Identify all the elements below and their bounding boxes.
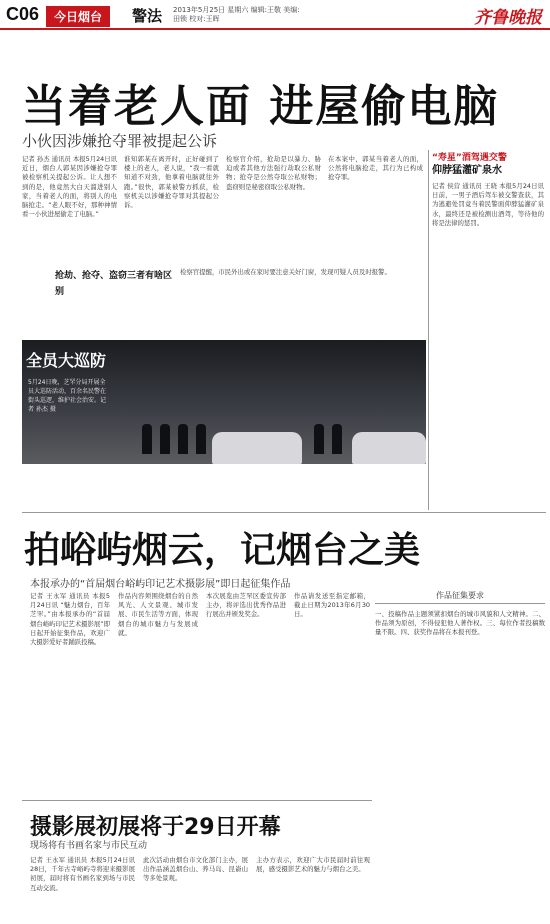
- edition-meta: 2013年5月25日 星期六 编辑:王敬 美编:田锁 校对:王晖: [173, 6, 300, 23]
- police-car-graphic: [212, 432, 302, 464]
- newspaper-logo: 齐鲁晚报: [474, 8, 542, 28]
- requirements-box-title: 作品征集要求: [375, 590, 545, 604]
- section-divider: [22, 512, 546, 513]
- officer-figure: [314, 424, 324, 454]
- photo-label: 全员大巡防: [26, 351, 107, 370]
- page-header: [0, 0, 550, 30]
- story3-subhead: 现场将有书画名家与市民互动: [30, 841, 148, 851]
- story1-subhead: 小伙因涉嫌抢夺罪被提起公诉: [22, 132, 218, 150]
- sidebar-story: [432, 152, 544, 177]
- sidebar-title-2: 仰脖猛灌矿泉水: [432, 165, 502, 176]
- story1-body-col1: 记者 孙杰 通讯员 本报5月24日讯 近日，烟台人郭某因涉嫌抢夺罪被检察机关提起公诉。让人想不到的是，他竟然大白天溜进别人家，当着老人的面，将别人的电脑抢走。“老人眼不好，那种神情看一小伙进屋偷走了电脑。”: [22, 155, 117, 219]
- patrol-photo: [22, 340, 426, 464]
- story3-body-col2: 此次活动由烟台市文化部门主办，展出作品涵盖烟台山、养马岛、昆嵛山等多处景观。: [143, 856, 248, 883]
- story2-subhead: 本报承办的“首届烟台峪屿印记艺术摄影展”即日起征集作品: [30, 579, 291, 590]
- story2-body-col1: 记者 王永军 通讯员 本报5月24日讯 “魅力烟台，百年芝罘。”由本报承办的“首届烟台峪屿印记艺术摄影展”即日起开始征集作品，欢迎广大摄影爱好者踊跃投稿。: [30, 592, 110, 647]
- story1-headline: 当着老人面 进屋偷电脑: [22, 81, 500, 132]
- police-car-graphic: [352, 432, 426, 464]
- story1-body-col3: 检察官介绍，抢劫是以暴力、胁迫或者其他方法强行劫取公私财物；抢夺是公然夺取公私财物；盗窃则是秘密窃取公私财物。: [226, 155, 321, 191]
- story2-body-col2: 作品内容须围绕烟台的自然风光、人文景观、城市发展、市民生活等方面，体现烟台的城市魅力与发展成就。: [118, 592, 198, 637]
- story2-headline: 拍峪屿烟云，记烟台之美: [24, 530, 421, 571]
- section-badge: 今日烟台: [46, 6, 110, 27]
- story3-body-col1: 记者 王永军 通讯员 本报5月24日讯 28日，千年古寺峪屿寺将迎来摄影展初展，届时将有书画名家到场与市民互动交流。: [30, 856, 135, 892]
- requirements-list: 一、投稿作品主题须紧扣烟台的城市风貌和人文精神。二、作品须为原创，不得侵犯他人著作权。三、每位作者投稿数量不限。四、获奖作品将在本报刊登。: [375, 610, 545, 637]
- story2-body-col3: 本次展览由芝罘区委宣传部主办，将评选出优秀作品进行展出并颁发奖金。: [206, 592, 286, 619]
- officer-figure: [332, 424, 342, 454]
- sidebar-body: 记者 侯营 通讯员 王晓 本报5月24日讯 日前，一男子酒后驾车被交警查获，其为逃避处罚竟当着民警面仰脖猛灌矿泉水，最终还是被检测出酒驾，等待他的将是法律的惩罚。: [432, 182, 544, 227]
- story1-kicker: 抢劫、抢夺、盗窃三者有啥区别: [55, 271, 173, 297]
- story1-body-col5: 检察官提醒，市民外出或在家时要注意关好门窗，发现可疑人员及时报警。: [180, 268, 391, 276]
- story1-body-col2: 谁知郭某在离开时，正好碰到了楼上的老人，老人说，“我一看就知道不对劲，他拿着电脑就往外跑。”很快，郭某被警方抓获，检察机关以涉嫌抢夺罪对其提起公诉。: [124, 155, 219, 210]
- officer-figure: [142, 424, 152, 454]
- story1-body-col4: 在本案中，郭某当着老人的面，公然将电脑抢走，其行为已构成抢夺罪。: [328, 155, 423, 182]
- column-divider: [428, 150, 429, 510]
- column-name: 警法: [132, 7, 163, 25]
- section-divider: [22, 800, 372, 801]
- officer-figure: [160, 424, 170, 454]
- story3-headline: 摄影展初展将于29日开幕: [30, 815, 281, 840]
- officer-figure: [196, 424, 206, 454]
- page-number: C06: [6, 4, 40, 24]
- story3-body-col3: 主办方表示，欢迎广大市民届时前往观展，感受摄影艺术的魅力与烟台之美。: [256, 856, 370, 874]
- officer-figure: [178, 424, 188, 454]
- photo-caption: 5月24日晚，芝罘分局开展全员大巡防活动，百余名民警在街头巡逻，维护社会治安。记者 孙杰 摄: [28, 379, 107, 413]
- story2-body-col4: 作品请发送至指定邮箱，截止日期为2013年6月30日。: [294, 592, 370, 619]
- sidebar-title-1: “寿星”酒驾遇交警: [432, 153, 507, 163]
